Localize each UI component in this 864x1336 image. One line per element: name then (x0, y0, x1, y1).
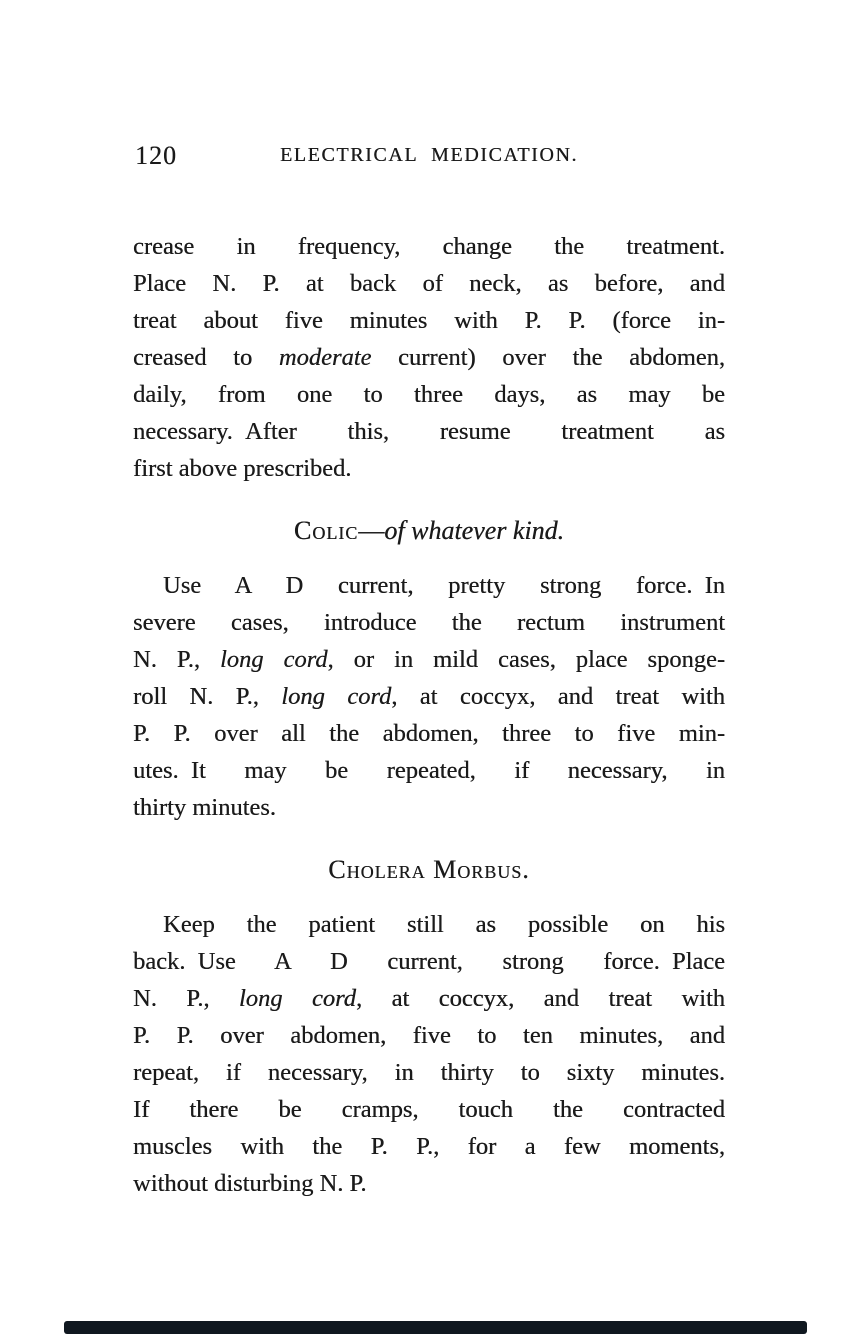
text-segment: , at coccyx, and treat with (355, 985, 725, 1012)
text-segment: creased to (133, 344, 279, 371)
smallcaps-text: Cholera Morbus. (328, 855, 530, 884)
text-line (133, 413, 725, 450)
text-line (133, 1165, 725, 1202)
text-segment: roll N. P., (133, 683, 282, 710)
text-line (133, 567, 725, 604)
text-line (133, 1128, 725, 1165)
text-segment: Place N. P. at back of neck, as before, and (133, 270, 725, 297)
text-segment: , or in mild cases, place sponge- (327, 646, 725, 673)
text-line (133, 906, 725, 943)
text-segment: Use A D current, pretty strong force. In (163, 572, 725, 599)
italic-text: long cord (238, 985, 356, 1012)
text-segment: treat about five minutes with P. P. (force in- (133, 307, 725, 334)
italic-text: moderate (278, 344, 372, 371)
text-line (133, 943, 725, 980)
text-line (133, 715, 725, 752)
text-segment: severe cases, introduce the rectum instrument (133, 609, 725, 636)
text-segment: , at coccyx, and treat with (391, 683, 725, 710)
text-segment: Keep the patient still as possible on his (163, 911, 725, 938)
paragraph (133, 567, 725, 826)
text-line (133, 1017, 725, 1054)
text-line (133, 339, 725, 376)
text-segment: repeat, if necessary, in thirty to sixty minutes. (133, 1059, 725, 1086)
italic-text: long cord (281, 683, 392, 710)
text-segment: thirty minutes. (133, 794, 276, 821)
page-body (133, 228, 725, 1202)
scan-artifact-bar (64, 1321, 807, 1334)
text-segment: N. P., (133, 985, 239, 1012)
text-line (133, 265, 725, 302)
text-segment: P. P. over abdomen, five to ten minutes, and (133, 1022, 725, 1049)
page-number: 120 (135, 141, 177, 170)
section-heading (133, 512, 725, 549)
text-segment: If there be cramps, touch the contracted (133, 1096, 725, 1123)
text-line (133, 228, 725, 265)
section-heading (133, 851, 725, 888)
text-line (133, 980, 725, 1017)
page-header (133, 141, 725, 170)
text-line (133, 752, 725, 789)
italic-text: of whatever kind. (384, 516, 565, 545)
text-line (133, 1054, 725, 1091)
running-head: ELECTRICAL MEDICATION. (279, 144, 579, 166)
text-line (133, 302, 725, 339)
smallcaps-text: Colic (293, 516, 359, 545)
text-segment: P. P. over all the abdomen, three to five min- (133, 720, 725, 747)
paragraph (133, 906, 725, 1202)
text-line (133, 1091, 725, 1128)
text-line (133, 450, 725, 487)
text-segment: crease in frequency, change the treatment. (133, 233, 725, 260)
text-line (133, 604, 725, 641)
text-segment: back. Use A D current, strong force. Place (133, 948, 725, 975)
text-line (133, 376, 725, 413)
text-segment: daily, from one to three days, as may be (133, 381, 725, 408)
text-segment: utes. It may be repeated, if necessary, in (133, 757, 725, 784)
text-line (133, 678, 725, 715)
text-segment: first above prescribed. (133, 455, 352, 482)
text-line (133, 789, 725, 826)
italic-text: long cord (219, 646, 328, 673)
text-segment: N. P., (133, 646, 220, 673)
text-segment: — (358, 516, 385, 545)
text-segment: necessary. After this, resume treatment as (133, 418, 725, 445)
text-segment: without disturbing N. P. (133, 1170, 367, 1197)
paragraph (133, 228, 725, 487)
text-segment: muscles with the P. P., for a few moments, (133, 1133, 725, 1160)
text-segment: current) over the abdomen, (371, 344, 725, 371)
text-line (133, 641, 725, 678)
